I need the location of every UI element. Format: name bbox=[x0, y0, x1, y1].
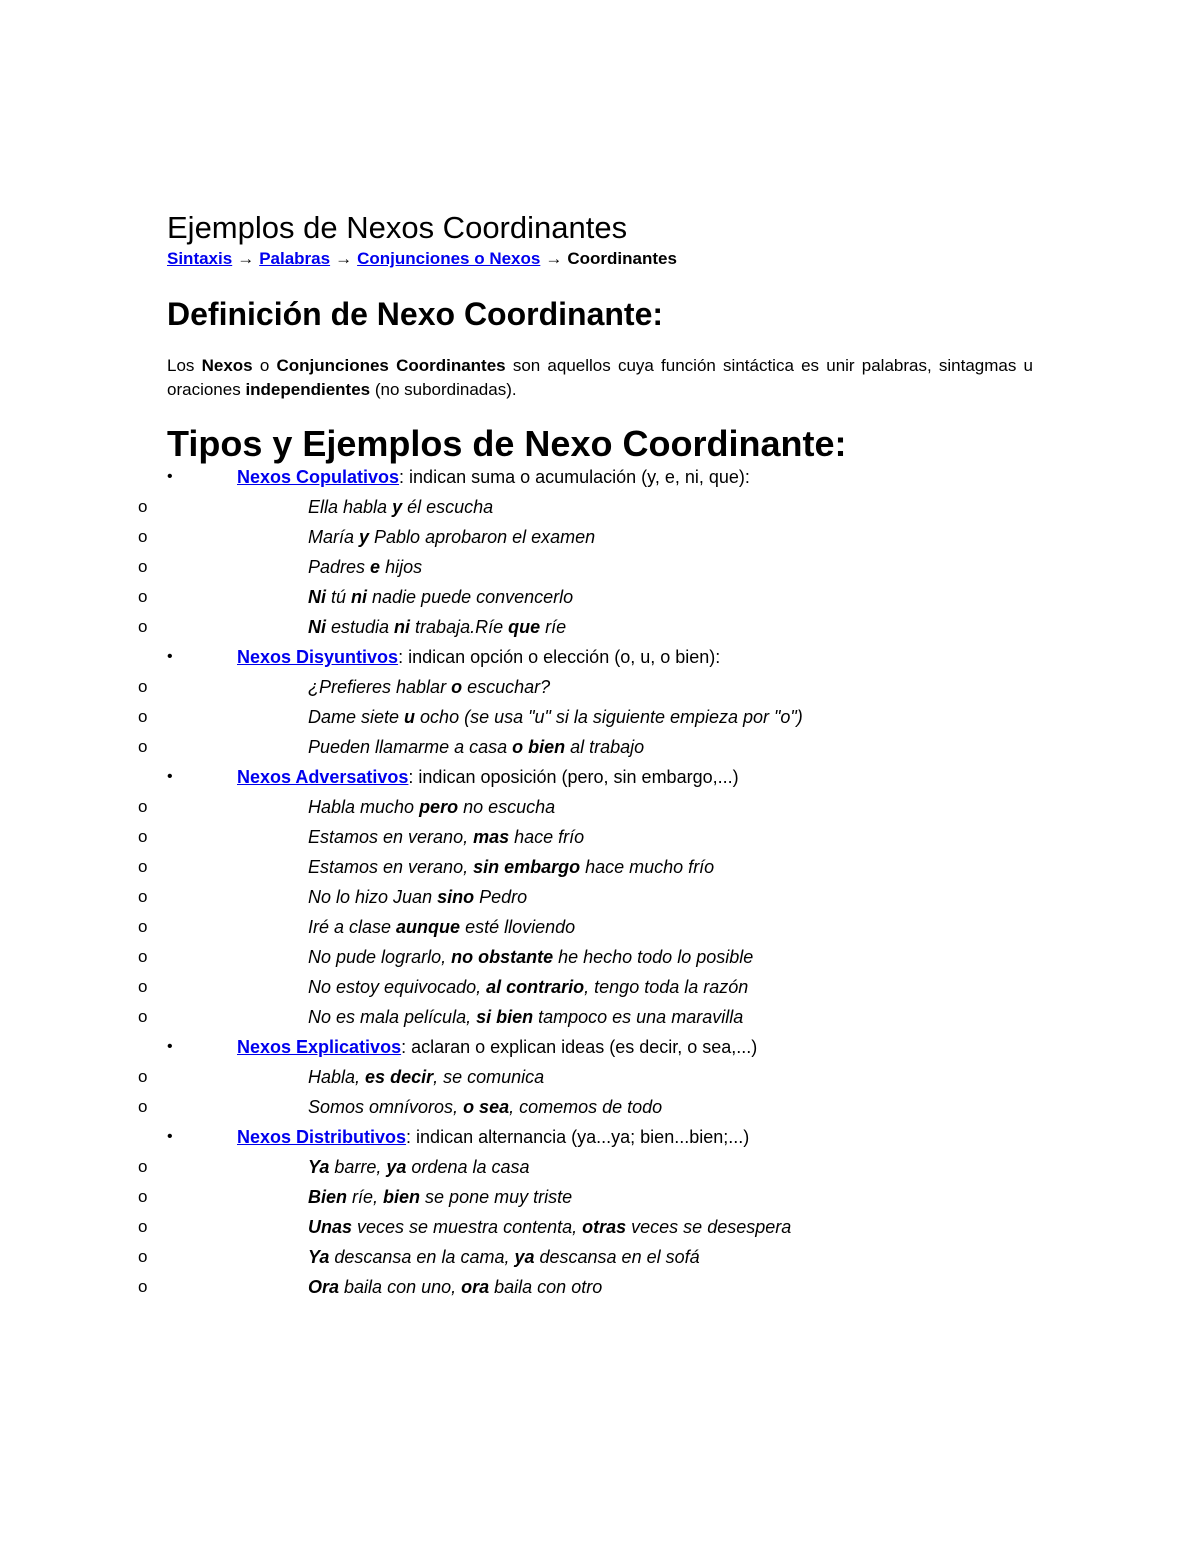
example-text bbox=[308, 1152, 530, 1182]
circle-bullet-icon: o bbox=[138, 797, 148, 816]
example-text bbox=[308, 492, 493, 522]
circle-bullet-icon: o bbox=[138, 1097, 148, 1116]
breadcrumb-current: Coordinantes bbox=[567, 249, 677, 268]
example-run-text: Estamos en verano, bbox=[308, 827, 474, 847]
bullet-icon: • bbox=[167, 468, 173, 485]
example-run-text: ¿Prefieres hablar bbox=[308, 677, 452, 697]
example-run-bold: o bbox=[451, 677, 463, 697]
example-run-bold: ya bbox=[386, 1157, 407, 1177]
example-text bbox=[308, 792, 555, 822]
example-run-text: nadie puede convencerlo bbox=[367, 587, 574, 607]
example-text bbox=[308, 1272, 602, 1302]
example-run-bold: sino bbox=[437, 887, 475, 907]
example-run-text: tú bbox=[326, 587, 352, 607]
example-run-text: veces se muestra contenta, bbox=[352, 1217, 583, 1237]
example-text bbox=[308, 1062, 544, 1092]
example-run-bold: y bbox=[392, 497, 403, 517]
example-run-bold: o sea bbox=[463, 1097, 510, 1117]
circle-bullet-icon: o bbox=[138, 497, 148, 516]
example-run-bold: Ni bbox=[308, 587, 326, 607]
example-run-text: , tengo toda la razón bbox=[584, 977, 749, 997]
example-run-text: estudia bbox=[326, 617, 395, 637]
example-run-text: Pueden llamarme a casa bbox=[308, 737, 513, 757]
category-link[interactable]: Nexos Explicativos bbox=[237, 1037, 402, 1057]
example-run-text: no escucha bbox=[458, 797, 556, 817]
example-run-text: Estamos en verano, bbox=[308, 857, 474, 877]
example-run-text: No pude lograrlo, bbox=[308, 947, 452, 967]
example-run-bold: Unas bbox=[308, 1217, 353, 1237]
category-text bbox=[237, 1032, 757, 1062]
example-run-text: tampoco es una maravilla bbox=[533, 1007, 744, 1027]
example-run-text: baila con uno, bbox=[339, 1277, 462, 1297]
category-description: : indican opción o elección (o, u, o bien): bbox=[398, 647, 721, 667]
circle-bullet-icon: o bbox=[138, 1247, 148, 1266]
category-text bbox=[237, 462, 750, 492]
example-text bbox=[308, 1092, 662, 1122]
example-run-text: , comemos de todo bbox=[509, 1097, 663, 1117]
example-text bbox=[308, 882, 527, 912]
example-run-bold: bien bbox=[383, 1187, 421, 1207]
breadcrumb-separator: → bbox=[545, 249, 563, 268]
circle-bullet-icon: o bbox=[138, 977, 148, 996]
example-run-bold: ya bbox=[514, 1247, 535, 1267]
example-run-text: descansa en el sofá bbox=[534, 1247, 700, 1267]
example-run-text: María bbox=[308, 527, 360, 547]
example-run-bold: y bbox=[359, 527, 370, 547]
example-run-text: No lo hizo Juan bbox=[308, 887, 438, 907]
example-text bbox=[308, 552, 422, 582]
circle-bullet-icon: o bbox=[138, 1277, 148, 1296]
types-heading: Tipos y Ejemplos de Nexo Coordinante: bbox=[167, 423, 847, 464]
example-run-text: hijos bbox=[380, 557, 423, 577]
category-link[interactable]: Nexos Disyuntivos bbox=[237, 647, 399, 667]
example-run-bold: Bien bbox=[308, 1187, 348, 1207]
example-run-bold: que bbox=[508, 617, 541, 637]
example-run-bold: otras bbox=[582, 1217, 627, 1237]
example-run-text: Ella habla bbox=[308, 497, 393, 517]
circle-bullet-icon: o bbox=[138, 947, 148, 966]
example-text bbox=[308, 822, 584, 852]
example-text bbox=[308, 732, 644, 762]
example-run-bold: u bbox=[404, 707, 416, 727]
circle-bullet-icon: o bbox=[138, 737, 148, 756]
example-run-bold: Ni bbox=[308, 617, 326, 637]
example-text bbox=[308, 942, 753, 972]
example-run-text: escuchar? bbox=[462, 677, 551, 697]
category-link[interactable]: Nexos Adversativos bbox=[237, 767, 409, 787]
example-run-text: Iré a clase bbox=[308, 917, 397, 937]
example-run-bold: aunque bbox=[396, 917, 461, 937]
example-run-text: Dame siete bbox=[308, 707, 405, 727]
breadcrumb-separator: → bbox=[335, 249, 353, 268]
example-run-text: esté lloviendo bbox=[460, 917, 576, 937]
circle-bullet-icon: o bbox=[138, 827, 148, 846]
example-run-text: al trabajo bbox=[565, 737, 645, 757]
definition-run-text: Los bbox=[167, 356, 202, 375]
circle-bullet-icon: o bbox=[138, 1007, 148, 1026]
category-link[interactable]: Nexos Copulativos bbox=[237, 467, 400, 487]
example-run-text: Somos omnívoros, bbox=[308, 1097, 464, 1117]
example-run-bold: Ora bbox=[308, 1277, 340, 1297]
definition-run-bold: Conjunciones Coordinantes bbox=[276, 356, 506, 375]
example-run-bold: ni bbox=[394, 617, 411, 637]
category-text bbox=[237, 762, 739, 792]
breadcrumb bbox=[167, 247, 677, 271]
example-run-text: baila con otro bbox=[489, 1277, 603, 1297]
breadcrumb-link-palabras[interactable]: Palabras bbox=[259, 249, 331, 268]
example-run-text: descansa en la cama, bbox=[329, 1247, 515, 1267]
bullet-icon: • bbox=[167, 648, 173, 665]
category-description: : aclaran o explican ideas (es decir, o sea,...) bbox=[401, 1037, 758, 1057]
breadcrumb-link-conjunciones[interactable]: Conjunciones o Nexos bbox=[357, 249, 541, 268]
example-text bbox=[308, 702, 803, 732]
definition-run-text: son aquellos cuya función sintáctica es unir palabras, sintagmas u oraciones bbox=[167, 356, 1034, 399]
example-run-text: , se comunica bbox=[433, 1067, 545, 1087]
example-run-text: hace mucho frío bbox=[580, 857, 715, 877]
example-run-text: Pablo aprobaron el examen bbox=[369, 527, 596, 547]
example-run-bold: pero bbox=[419, 797, 459, 817]
example-run-text: No estoy equivocado, bbox=[308, 977, 487, 997]
example-text bbox=[308, 972, 748, 1002]
example-run-bold: o bien bbox=[512, 737, 566, 757]
example-run-bold: Ya bbox=[308, 1247, 330, 1267]
example-run-bold: si bien bbox=[476, 1007, 534, 1027]
circle-bullet-icon: o bbox=[138, 1157, 148, 1176]
circle-bullet-icon: o bbox=[138, 557, 148, 576]
circle-bullet-icon: o bbox=[138, 527, 148, 546]
definition-run-bold: Nexos bbox=[201, 356, 253, 375]
circle-bullet-icon: o bbox=[138, 677, 148, 696]
example-run-bold: ni bbox=[351, 587, 368, 607]
example-run-bold: e bbox=[370, 557, 381, 577]
example-run-bold: es decir bbox=[365, 1067, 434, 1087]
example-run-text: he hecho todo lo posible bbox=[553, 947, 754, 967]
category-text bbox=[237, 1122, 749, 1152]
page-title: Ejemplos de Nexos Coordinantes bbox=[167, 210, 628, 245]
example-run-text: Habla mucho bbox=[308, 797, 420, 817]
example-text bbox=[308, 1182, 572, 1212]
example-run-bold: mas bbox=[473, 827, 510, 847]
category-link[interactable]: Nexos Distributivos bbox=[237, 1127, 407, 1147]
definition-run-text: (no subordinadas). bbox=[370, 380, 517, 399]
example-run-text: ríe, bbox=[347, 1187, 384, 1207]
bullet-icon: • bbox=[167, 1128, 173, 1145]
circle-bullet-icon: o bbox=[138, 1187, 148, 1206]
example-text bbox=[308, 912, 575, 942]
example-text bbox=[308, 1002, 743, 1032]
example-run-bold: al contrario bbox=[486, 977, 585, 997]
example-run-text: ríe bbox=[540, 617, 567, 637]
example-run-text: ordena la casa bbox=[406, 1157, 530, 1177]
example-run-text: barre, bbox=[329, 1157, 387, 1177]
definition-run-text: o bbox=[252, 356, 277, 375]
category-text bbox=[237, 642, 720, 672]
example-run-text: trabaja.Ríe bbox=[410, 617, 509, 637]
example-text bbox=[308, 672, 550, 702]
example-run-text: se pone muy triste bbox=[420, 1187, 573, 1207]
category-description: : indican alternancia (ya...ya; bien...bien;...) bbox=[406, 1127, 750, 1147]
definition-heading: Definición de Nexo Coordinante: bbox=[167, 296, 664, 332]
example-text bbox=[308, 1212, 791, 1242]
example-run-text: Habla, bbox=[308, 1067, 366, 1087]
example-text bbox=[308, 522, 595, 552]
example-run-text: No es mala película, bbox=[308, 1007, 477, 1027]
example-run-text: él escucha bbox=[402, 497, 494, 517]
circle-bullet-icon: o bbox=[138, 857, 148, 876]
breadcrumb-separator: → bbox=[237, 249, 255, 268]
bullet-icon: • bbox=[167, 768, 173, 785]
example-run-bold: no obstante bbox=[451, 947, 554, 967]
circle-bullet-icon: o bbox=[138, 917, 148, 936]
circle-bullet-icon: o bbox=[138, 887, 148, 906]
definition-run-bold: independientes bbox=[245, 380, 371, 399]
category-description: : indican oposición (pero, sin embargo,...) bbox=[408, 767, 739, 787]
example-run-text: Padres bbox=[308, 557, 371, 577]
example-run-text: Pedro bbox=[474, 887, 528, 907]
example-text bbox=[308, 1242, 700, 1272]
example-text bbox=[308, 852, 714, 882]
breadcrumb-link-sintaxis[interactable]: Sintaxis bbox=[167, 249, 233, 268]
circle-bullet-icon: o bbox=[138, 587, 148, 606]
example-text bbox=[308, 612, 566, 642]
example-run-bold: sin embargo bbox=[473, 857, 581, 877]
circle-bullet-icon: o bbox=[138, 707, 148, 726]
example-run-text: hace frío bbox=[509, 827, 585, 847]
example-run-bold: ora bbox=[461, 1277, 490, 1297]
example-run-text: ocho (se usa "u" si la siguiente empieza por "o") bbox=[415, 707, 803, 727]
bullet-icon: • bbox=[167, 1038, 173, 1055]
example-run-bold: Ya bbox=[308, 1157, 330, 1177]
circle-bullet-icon: o bbox=[138, 1067, 148, 1086]
circle-bullet-icon: o bbox=[138, 1217, 148, 1236]
circle-bullet-icon: o bbox=[138, 617, 148, 636]
example-text bbox=[308, 582, 573, 612]
example-run-text: veces se desespera bbox=[626, 1217, 792, 1237]
category-description: : indican suma o acumulación (y, e, ni, que): bbox=[399, 467, 750, 487]
definition-paragraph bbox=[167, 354, 1033, 402]
